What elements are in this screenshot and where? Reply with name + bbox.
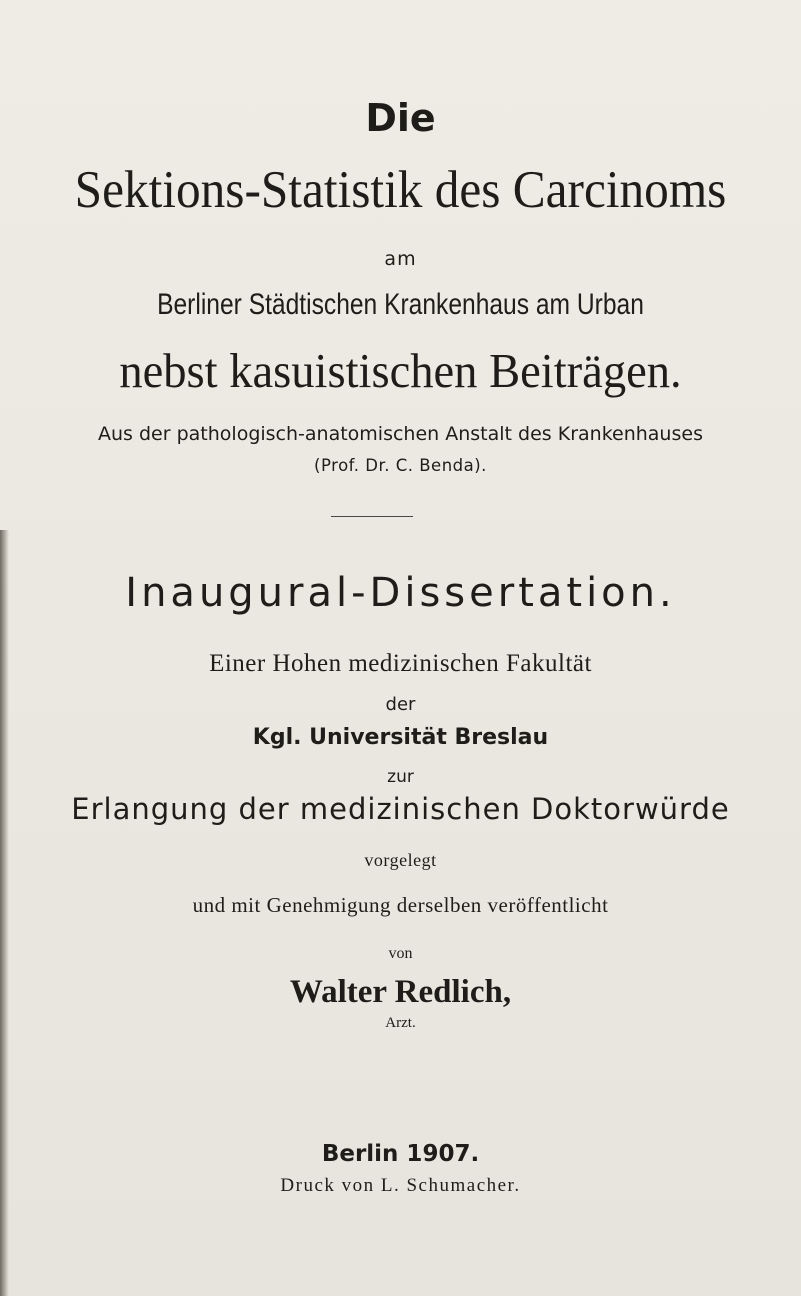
printer-line: Druck von L. Schumacher. xyxy=(280,1175,521,1196)
institute-line: Aus der pathologisch-anatomischen Anstalt des Krankenhauses xyxy=(98,423,703,445)
professor-line: (Prof. Dr. C. Benda). xyxy=(314,456,487,475)
von-label: von xyxy=(388,945,413,962)
main-title: Sektions-Statistik des Carcinoms xyxy=(74,161,727,219)
place-year: Berlin 1907. xyxy=(321,1141,480,1167)
am-label: am xyxy=(384,248,417,270)
author-title: Arzt. xyxy=(385,1015,416,1031)
university-name: Kgl. Universität Breslau xyxy=(252,725,549,750)
author-name: Walter Redlich, xyxy=(289,974,512,1010)
presented-label: vorgelegt xyxy=(364,850,437,870)
der-label: der xyxy=(385,694,416,715)
permission-line: und mit Genehmigung derselben veröffentlicht xyxy=(192,893,609,917)
faculty-line: Einer Hohen medizinischen Fakultät xyxy=(209,650,592,677)
dissertation-heading: Inaugural-Dissertation. xyxy=(125,570,676,616)
degree-line: Erlangung der medizinischen Doktorwürde xyxy=(71,792,730,826)
heading-die: Die xyxy=(365,96,436,140)
hospital-name: Berliner Städtischen Krankenhaus am Urban xyxy=(157,288,644,321)
subtitle: nebst kasuistischen Beiträgen. xyxy=(119,343,682,398)
divider-rule xyxy=(331,516,413,517)
zur-label: zur xyxy=(387,767,414,787)
